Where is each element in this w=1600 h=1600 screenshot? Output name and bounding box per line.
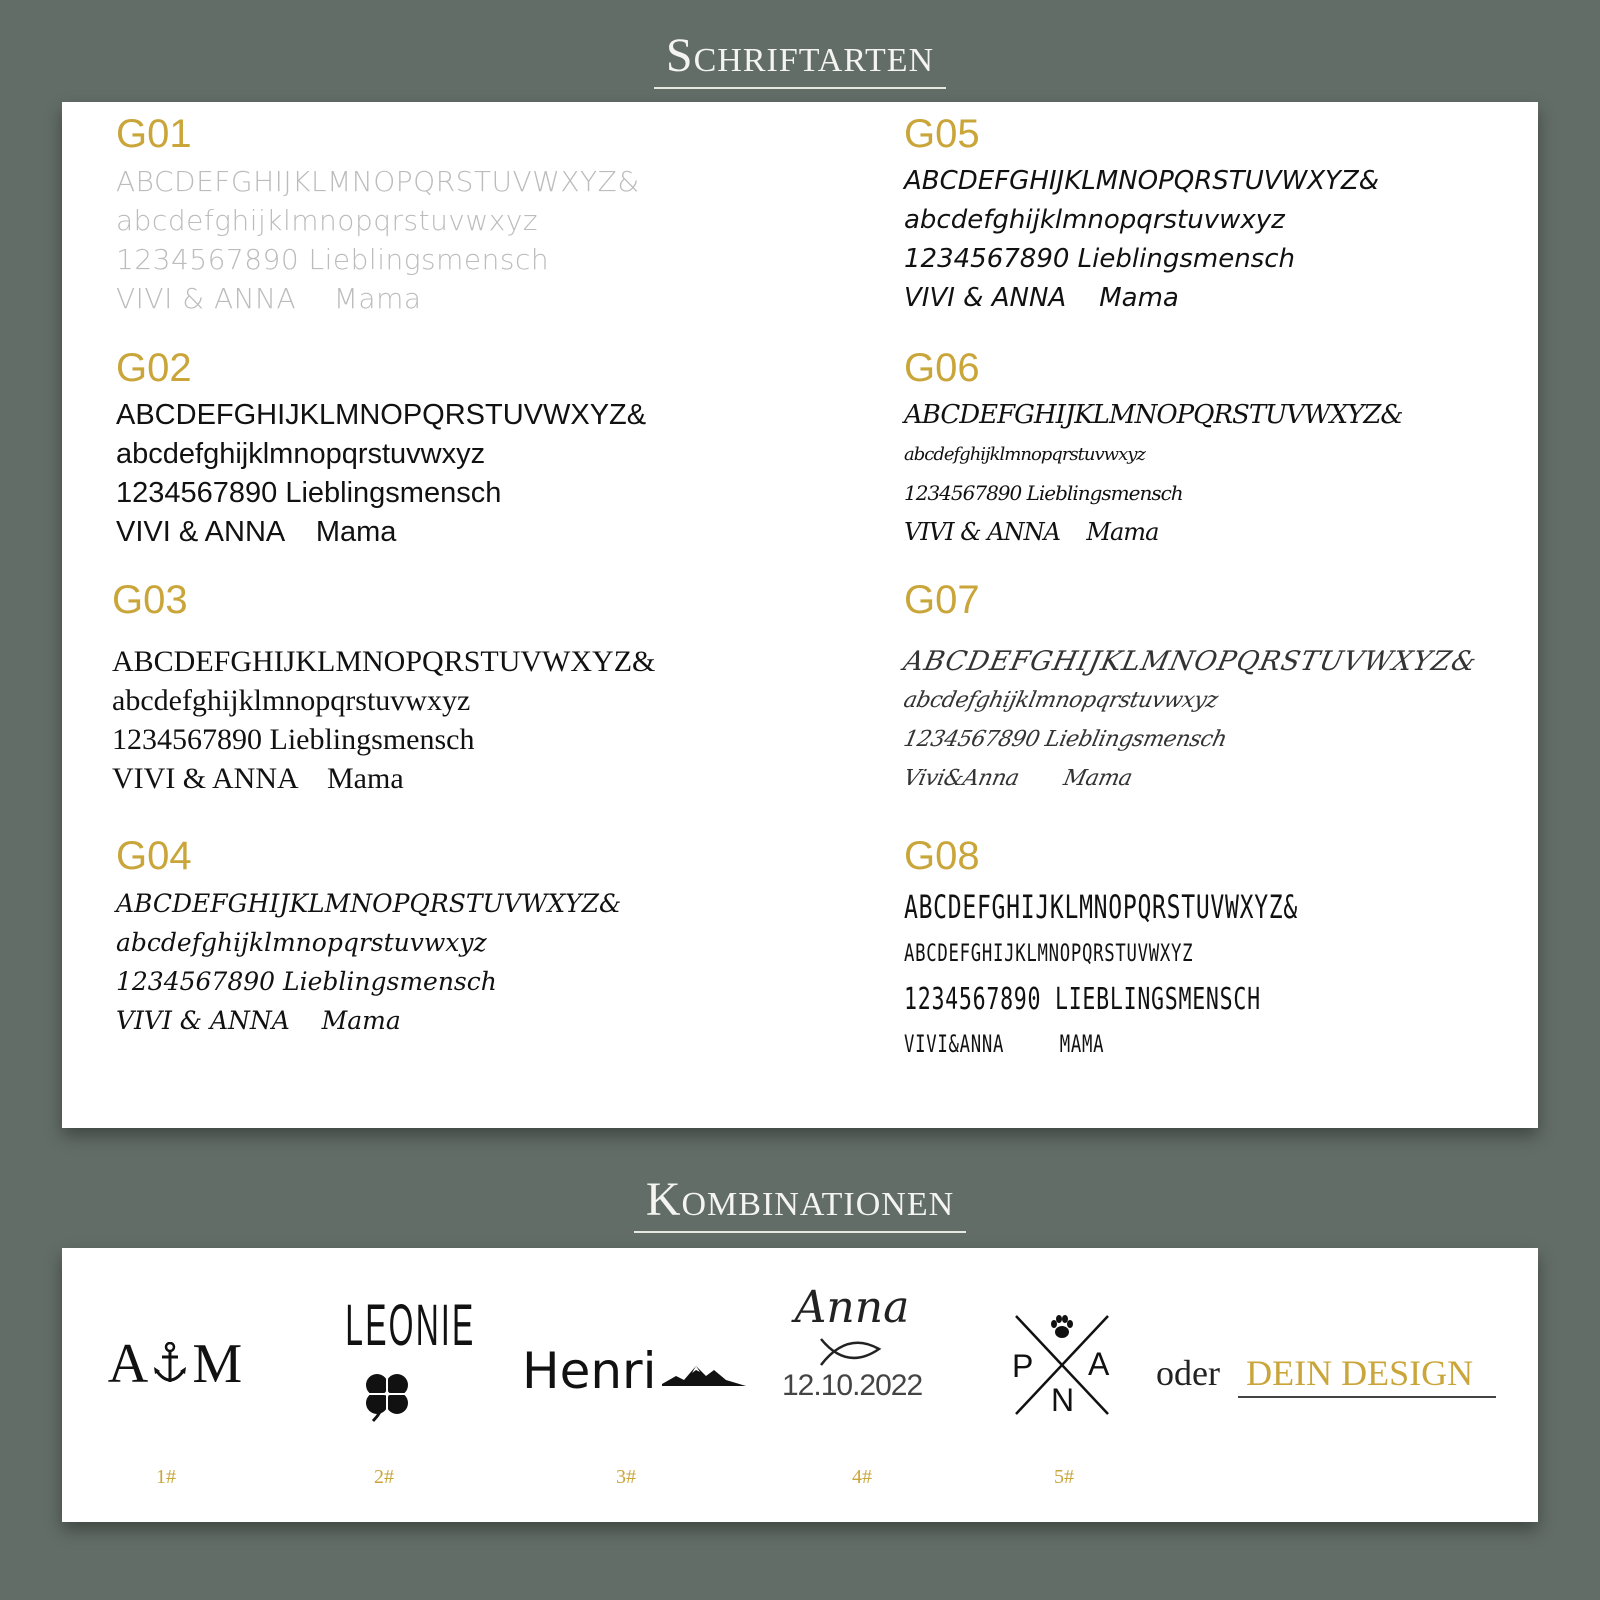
sample-uppercase: ABCDEFGHIJKLMNOPQRSTUVWXYZ& xyxy=(904,888,1298,926)
font-code: G07 xyxy=(904,578,980,622)
sample-lowercase: abcdefghijklmnopqrstuvwxyz xyxy=(116,204,539,237)
sample-names: VIVI&ANNA MAMA xyxy=(904,1030,1105,1058)
section-title-combos xyxy=(0,1172,1600,1233)
font-sample-g02 xyxy=(116,346,646,552)
sample-names: VIVI & ANNA Mama xyxy=(904,283,1179,313)
combo-5-number: 5# xyxy=(1054,1466,1074,1488)
font-sample-g07 xyxy=(900,578,1480,798)
sample-names: VIVI & ANNA Mama xyxy=(116,1006,401,1035)
ichthys-fish-icon xyxy=(817,1335,887,1369)
four-leaf-clover-icon xyxy=(359,1367,415,1423)
sample-uppercase: ABCDEFGHIJKLMNOPQRSTUVWXYZ& xyxy=(900,646,1480,677)
combo-2-name: LEONIE xyxy=(345,1293,476,1358)
sample-numbers: 1234567890 LIEBLINGSMENSCH xyxy=(904,982,1261,1017)
combo-1-number: 1# xyxy=(156,1466,176,1488)
sample-names: VIVI & ANNA Mama xyxy=(116,282,422,315)
section-title-combos-text: Kombinationen xyxy=(634,1172,966,1233)
combo-5-right-letter: A xyxy=(1088,1346,1110,1382)
sample-lowercase: abcdefghijklmnopqrstuvwxyz xyxy=(901,688,1220,713)
sample-names: VIVI & ANNA Mama xyxy=(116,516,397,548)
font-sample-g08 xyxy=(904,834,1451,1064)
sample-lowercase: abcdefghijklmnopqrstuvwxyz xyxy=(904,444,1145,465)
font-sample-g05 xyxy=(904,112,1379,318)
combo-6-prefix: oder xyxy=(1156,1353,1220,1393)
combo-5-bottom-letter: N xyxy=(1051,1382,1075,1418)
font-code: G08 xyxy=(904,834,980,878)
sample-lowercase: abcdefghijklmnopqrstuvwxyz xyxy=(112,684,471,717)
mountain-range-icon xyxy=(662,1360,746,1390)
font-sample-g04 xyxy=(116,834,621,1040)
font-code: G03 xyxy=(112,578,188,622)
font-code: G06 xyxy=(904,346,980,390)
section-title-fonts xyxy=(0,28,1600,89)
sample-names: VIVI & ANNA Mama xyxy=(904,518,1159,546)
font-code: G02 xyxy=(116,346,192,390)
font-sample-g01 xyxy=(116,112,640,318)
combo-2-number: 2# xyxy=(374,1466,394,1488)
sample-lowercase: abcdefghijklmnopqrstuvwxyz xyxy=(116,928,487,957)
sample-uppercase: ABCDEFGHIJKLMNOPQRSTUVWXYZ& xyxy=(116,165,640,198)
combo-3-name: Henri xyxy=(522,1342,657,1400)
combos-panel xyxy=(62,1248,1538,1522)
sample-uppercase: ABCDEFGHIJKLMNOPQRSTUVWXYZ& xyxy=(112,645,656,678)
sample-uppercase-small: ABCDEFGHIJKLMNOPQRSTUVWXYZ xyxy=(904,939,1194,967)
combo-1-left-letter: A xyxy=(107,1333,149,1395)
combo-4-date: 12.10.2022 xyxy=(782,1369,923,1402)
sample-uppercase: ABCDEFGHIJKLMNOPQRSTUVWXYZ& xyxy=(904,400,1403,430)
sample-numbers: 1234567890 Lieblingsmensch xyxy=(116,477,502,509)
font-code: G05 xyxy=(904,112,980,156)
sample-numbers: 1234567890 Lieblingsmensch xyxy=(116,967,497,996)
sample-lowercase: abcdefghijklmnopqrstuvwxyz xyxy=(116,438,486,470)
sample-names: Vivi&Anna Mama xyxy=(901,766,1135,791)
combo-6-underline xyxy=(1238,1396,1496,1398)
font-sample-g03 xyxy=(112,578,655,798)
combo-4-name: Anna xyxy=(794,1282,910,1333)
combo-4 xyxy=(782,1282,922,1403)
combo-5 xyxy=(1012,1310,1112,1420)
combo-1-right-letter: M xyxy=(192,1333,243,1395)
paw-icon xyxy=(1049,1314,1075,1340)
font-code: G01 xyxy=(116,112,192,156)
sample-lowercase: abcdefghijklmnopqrstuvwxyz xyxy=(904,205,1285,235)
sample-numbers: 1234567890 Lieblingsmensch xyxy=(904,244,1295,274)
sample-uppercase: ABCDEFGHIJKLMNOPQRSTUVWXYZ& xyxy=(904,166,1379,196)
sample-names: VIVI & ANNA Mama xyxy=(112,762,404,795)
sample-uppercase: ABCDEFGHIJKLMNOPQRSTUVWXYZ& xyxy=(116,399,647,431)
combo-5-left-letter: P xyxy=(1012,1348,1034,1384)
sample-numbers: 1234567890 Lieblingsmensch xyxy=(904,481,1183,505)
sample-numbers: 1234567890 Lieblingsmensch xyxy=(901,727,1229,752)
combo-4-number: 4# xyxy=(852,1466,872,1488)
combo-6-design: DEIN DESIGN xyxy=(1246,1353,1474,1393)
font-code: G04 xyxy=(116,834,192,878)
combo-3-number: 3# xyxy=(616,1466,636,1488)
sample-uppercase: ABCDEFGHIJKLMNOPQRSTUVWXYZ& xyxy=(116,889,622,918)
combo-2 xyxy=(292,1292,482,1423)
sample-numbers: 1234567890 Lieblingsmensch xyxy=(116,243,550,276)
fonts-panel xyxy=(62,102,1538,1128)
font-sample-g06 xyxy=(904,346,1402,552)
section-title-fonts-text: Schriftarten xyxy=(654,28,946,89)
anchor-icon xyxy=(153,1342,187,1386)
combo-3 xyxy=(522,1342,762,1400)
sample-numbers: 1234567890 Lieblingsmensch xyxy=(112,723,475,756)
combo-1 xyxy=(100,1332,250,1396)
combo-6 xyxy=(1156,1352,1506,1394)
